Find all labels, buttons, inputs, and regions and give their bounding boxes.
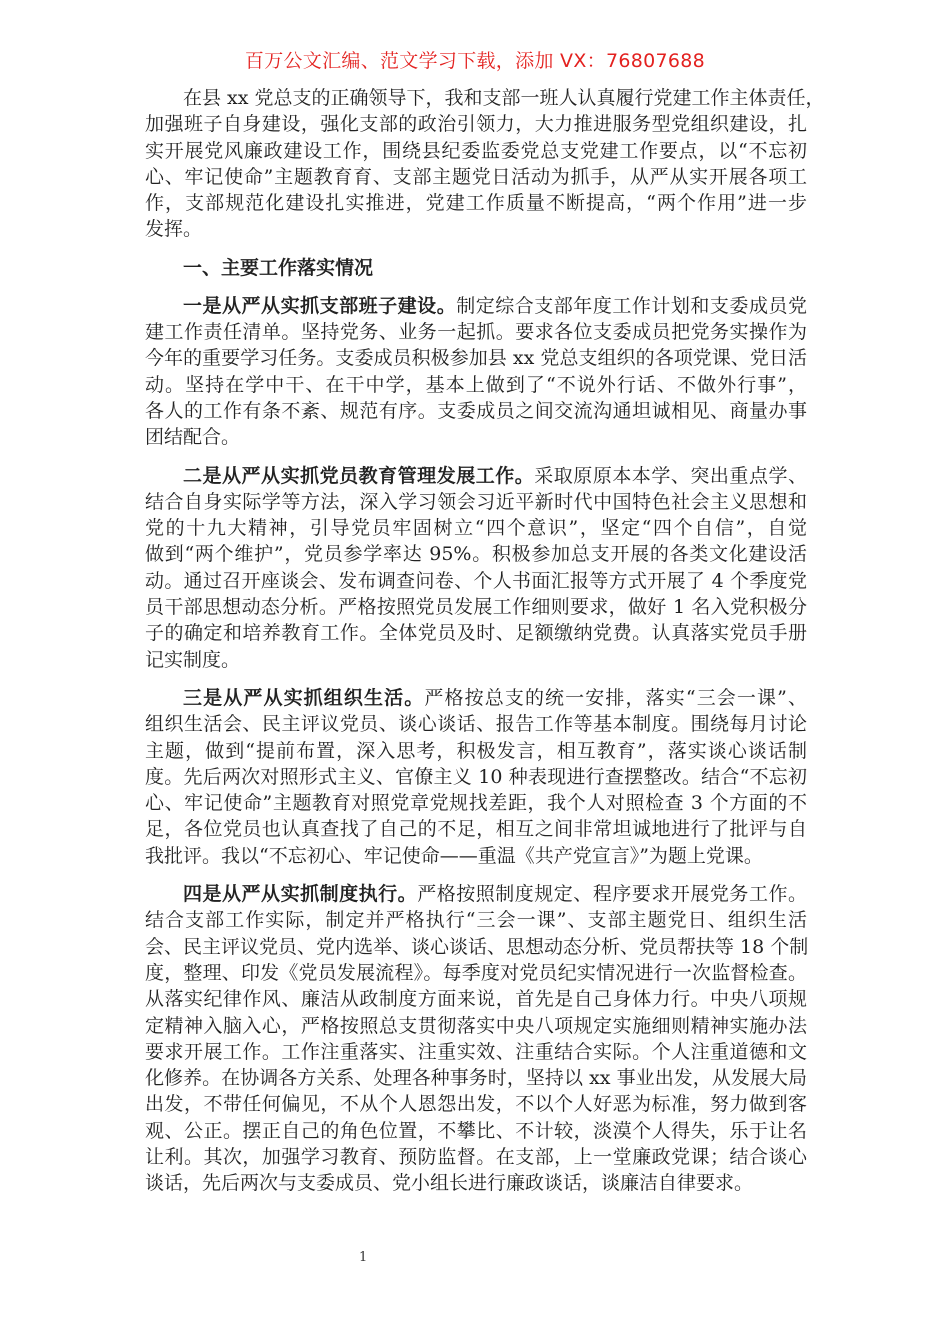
- text-line: 度。先后两次对照形式主义、官僚主义 10 种表现进行查摆整改。结合“不忘初: [145, 765, 807, 788]
- text-line: [145, 685, 807, 711]
- watermark-banner: 百万公文汇编、范文学习下载，添加 VX：76807688: [244, 50, 706, 72]
- text-line: 党的十九大精神，引导党员牢固树立“四个意识”，坚定“四个自信”，自觉: [145, 517, 807, 540]
- text-line: 组织生活会、民主评议党员、谈心谈话、报告工作等基本制度。围绕每月讨论: [145, 713, 807, 736]
- text-line: 结合支部工作实际，制定并严格执行“三会一课”、支部主题党日、组织生活: [145, 909, 807, 932]
- text-line: 动。通过召开座谈会、发布调查问卷、个人书面汇报等方式开展了 4 个季度党: [145, 569, 807, 592]
- text-line: 结合自身实际学等方法，深入学习领会习近平新时代中国特色社会主义思想和: [145, 490, 807, 513]
- text-line: 发挥。: [145, 218, 203, 241]
- page-number: 1: [359, 1250, 368, 1265]
- text-line: 主题，做到“提前布置，深入思考，积极发言，相互教育”，落实谈心谈话制: [145, 739, 807, 762]
- paragraph: [145, 881, 807, 1197]
- text-line: 作，支部规范化建设扎实推进，党建工作质量不断提高，“两个作用”进一步: [145, 192, 807, 215]
- text-line: [145, 293, 807, 319]
- text-line: 观、公正。摆正自己的角色位置，不攀比、不计较，淡漠个人得失，乐于让名: [145, 1119, 807, 1142]
- text-line: 今年的重要学习任务。支委成员积极参加县 xx 党总支组织的各项党课、党日活: [145, 347, 807, 370]
- paragraph-lead: 一是从严从实抓支部班子建设。: [183, 294, 457, 317]
- text-line: 团结配合。: [145, 426, 241, 449]
- text-line: [145, 881, 807, 907]
- text-line: 度，整理、印发《党员发展流程》。每季度对党员纪实情况进行一次监督检查。: [145, 961, 807, 984]
- text-line: 心、牢记使命”主题教育育、支部主题党日活动为抓手，从严从实开展各项工: [145, 165, 807, 188]
- text-line: 从落实纪律作风、廉洁从政制度方面来说，首先是自己身体力行。中央八项规: [145, 988, 807, 1011]
- text-line: 做到“两个维护”，党员参学率达 95%。积极参加总支开展的各类文化建设活: [145, 543, 807, 566]
- text-line: 定精神入脑入心，严格按照总支贯彻落实中央八项规定实施细则精神实施办法: [145, 1014, 807, 1037]
- section-heading: 一、主要工作落实情况: [183, 256, 374, 279]
- text-line: 员干部思想动态分析。严格按照党员发展工作细则要求，做好 1 名入党积极分: [145, 596, 807, 619]
- intro-paragraph: [145, 85, 825, 243]
- text-line: 实开展党风廉政建设工作，围绕县纪委监委党总支党建工作要点，以“不忘初: [145, 139, 807, 162]
- paragraph-text: 采取原原本本学、突出重点学、: [534, 464, 807, 487]
- text-line: 子的确定和培养教育工作。全体党员及时、足额缴纳党费。认真落实党员手册: [145, 622, 807, 645]
- text-line: 谈话，先后两次与支委成员、党小组长进行廉政谈话，谈廉洁自律要求。: [145, 1172, 754, 1195]
- text-line: 让利。其次，加强学习教育、预防监督。在支部，上一堂廉政党课；结合谈心: [145, 1145, 807, 1168]
- text-line: 心、牢记使命”主题教育对照党章党规找差距，我个人对照检查 3 个方面的不: [145, 792, 807, 815]
- paragraph-lead: 二是从严从实抓党员教育管理发展工作。: [183, 464, 535, 487]
- paragraph-lead: 四是从严从实抓制度执行。: [183, 883, 418, 906]
- text-line: 动。坚持在学中干、在干中学，基本上做到了“不说外行话、不做外行事”，: [145, 373, 807, 396]
- text-line: 各人的工作有条不紊、规范有序。支委成员之间交流沟通坦诚相见、商量办事: [145, 399, 807, 422]
- paragraph: [145, 685, 807, 869]
- text-line: 在县 xx 党总支的正确领导下，我和支部一班人认真履行党建工作主体责任，: [183, 87, 825, 109]
- text-line: 出发，不带任何偏见，不从个人恩怨出发，不以个人好恶为标准，努力做到客: [145, 1093, 807, 1116]
- text-line: 要求开展工作。工作注重落实、注重实效、注重结合实际。个人注重道德和文: [145, 1040, 807, 1063]
- paragraph: [145, 293, 807, 451]
- text-line: 会、民主评议党员、党内选举、谈心谈话、思想动态分析、党员帮扶等 18 个制: [145, 935, 809, 958]
- text-line: 化修养。在协调各方关系、处理各种事务时，坚持以 xx 事业出发，从发展大局: [145, 1067, 807, 1090]
- text-line: 我批评。我以“不忘初心、牢记使命——重温《共产党宣言》”为题上党课。: [145, 844, 763, 867]
- text-line: 记实制度。: [145, 648, 241, 671]
- document-body: [145, 85, 825, 1209]
- paragraph-text: 制定综合支部年度工作计划和支委成员党: [456, 294, 807, 317]
- paragraph-list: [145, 293, 807, 1197]
- text-line: 建工作责任清单。坚持党务、业务一起抓。要求各位支委成员把党务实操作为: [145, 321, 807, 344]
- paragraph: [145, 463, 807, 673]
- text-line: 足，各位党员也认真查找了自己的不足，相互之间非常坦诚地进行了批评与自: [145, 818, 807, 841]
- text-line: 加强班子自身建设，强化支部的政治引领力，大力推进服务型党组织建设，扎: [145, 113, 807, 136]
- text-line: [145, 463, 807, 489]
- paragraph-text: 严格按总支的统一安排，落实“三会一课”、: [424, 686, 807, 709]
- paragraph-lead: 三是从严从实抓组织生活。: [183, 686, 425, 709]
- paragraph-text: 严格按照制度规定、程序要求开展党务工作。: [417, 883, 807, 906]
